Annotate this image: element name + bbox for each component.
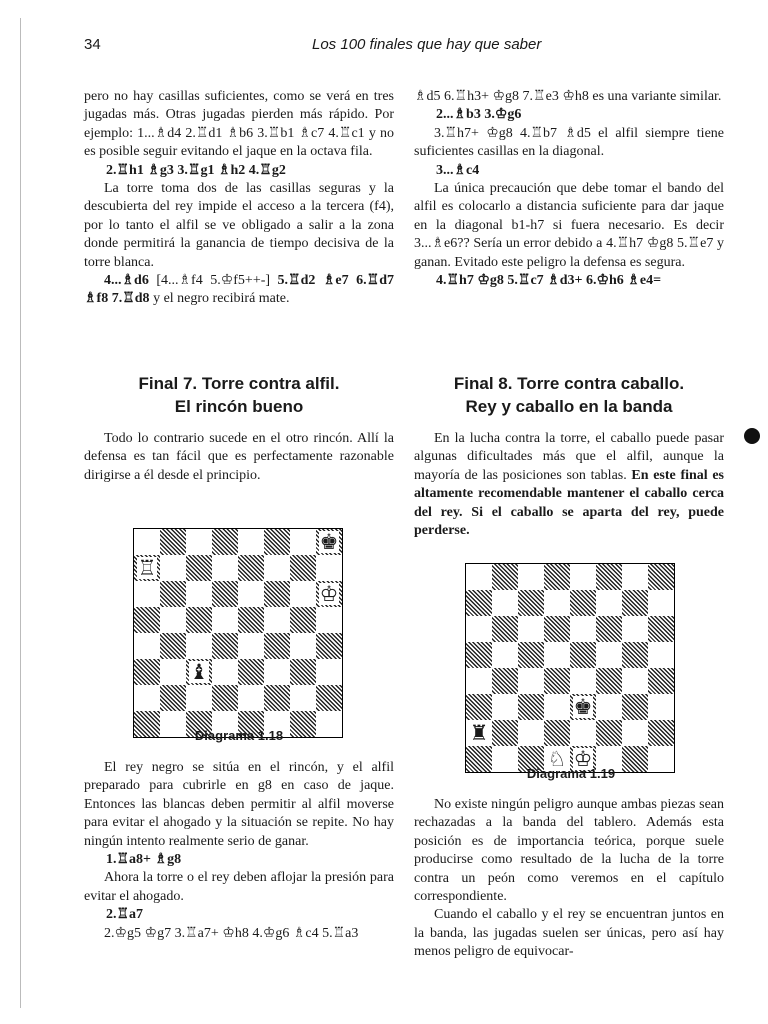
dark-square xyxy=(544,668,570,694)
white-knight-glyph: ♘ xyxy=(547,747,567,771)
dark-square xyxy=(622,590,648,616)
light-square xyxy=(570,720,596,746)
light-square xyxy=(622,720,648,746)
light-square xyxy=(648,694,674,720)
move-line: 2...♗b3 3.♔g6 xyxy=(436,107,522,123)
dark-square xyxy=(238,607,264,633)
dark-square xyxy=(596,564,622,590)
dark-square xyxy=(186,555,212,581)
book-title: Los 100 finales que hay que saber xyxy=(312,36,542,53)
white-king-glyph: ♔ xyxy=(573,747,593,771)
paragraph: Todo lo contrario sucede en el otro rincón. Allí la defensa es tan fácil que es perfectamente razonable dirigirse a él desde el principio. xyxy=(84,431,394,483)
paragraph: El rey negro se sitúa en el rincón, y el alfil preparado para cubrirle en g8 en caso de jaque. Entonces las blancas deben permitir al alfil moverse para evitar el ahogado y la situación se repite. No hay ningún intento realmente serio de ganar. xyxy=(84,760,394,849)
dark-square xyxy=(212,633,238,659)
light-square xyxy=(622,564,648,590)
light-square xyxy=(264,607,290,633)
dark-square xyxy=(466,694,492,720)
light-square xyxy=(160,555,186,581)
margin-bullet xyxy=(744,428,760,444)
light-square xyxy=(264,555,290,581)
left-top-text xyxy=(84,88,394,309)
black-rook-piece xyxy=(466,720,492,746)
dark-square xyxy=(160,581,186,607)
dark-square xyxy=(290,607,316,633)
dark-square xyxy=(518,590,544,616)
light-square xyxy=(466,564,492,590)
light-square xyxy=(316,659,342,685)
light-square xyxy=(466,616,492,642)
black-king-piece xyxy=(316,529,342,555)
light-square xyxy=(134,581,160,607)
paragraph: Cuando el caballo y el rey se encuentran juntos en la banda, las jugadas suelen ser únicas, pero así hay menos peligro de equivocar- xyxy=(414,907,724,960)
final7-subtitle: El rincón bueno xyxy=(174,397,304,416)
dark-square xyxy=(648,564,674,590)
light-square xyxy=(186,529,212,555)
light-square xyxy=(518,668,544,694)
dark-square xyxy=(186,607,212,633)
right-top-text xyxy=(414,88,724,290)
variation: [4...♗f4 5.♔f5++-] xyxy=(148,273,278,289)
paragraph: ♗d5 6.♖h3+ ♔g8 7.♖e3 ♔h8 es una variante similar. xyxy=(414,89,722,104)
dark-square xyxy=(544,720,570,746)
final7-after-text xyxy=(84,759,394,943)
final7-intro xyxy=(84,430,394,485)
final8-title: Final 8. Torre contra caballo. xyxy=(453,374,685,393)
paragraph: Ahora la torre o el rey deben aflojar la presión para evitar el ahogado. xyxy=(84,870,394,904)
scan-edge xyxy=(20,18,21,1008)
dark-square xyxy=(134,659,160,685)
final8-subtitle: Rey y caballo en la banda xyxy=(465,397,673,416)
dark-square xyxy=(544,616,570,642)
intro-text: En la lucha contra la torre, el caballo puede pasar algunas dificultades más que el alfil, aunque la mayoría de las posiciones son tablas. xyxy=(414,431,724,483)
light-square xyxy=(596,694,622,720)
paragraph: 3.♖h7+ ♔g8 4.♖b7 ♗d5 el alfil siempre tiene suficientes casillas en la diagonal. xyxy=(414,125,724,160)
dark-square xyxy=(518,694,544,720)
dark-square xyxy=(290,659,316,685)
black-king-glyph: ♚ xyxy=(319,530,339,554)
move-line: 2.♖a7 xyxy=(106,907,144,923)
move-line: 1.♖a8+ ♗g8 xyxy=(106,852,182,868)
light-square xyxy=(648,642,674,668)
dark-square xyxy=(492,616,518,642)
dark-square xyxy=(316,685,342,711)
light-square xyxy=(492,642,518,668)
move-line: 4.♖h7 ♔g8 5.♖c7 ♗d3+ 6.♔h6 ♗e4= xyxy=(436,273,662,289)
paragraph: pero no hay casillas suficientes, como se verá en tres jugadas más. Otras jugadas pierden más rápido. Por ejemplo: 1...♗d4 2.♖d1 ♗b6 3.♖b1 ♗c7 4.♖c1 y no es posible seguir evitando el jaque en la octava fila. xyxy=(84,89,394,160)
dark-square xyxy=(290,555,316,581)
dark-square xyxy=(134,607,160,633)
light-square xyxy=(264,659,290,685)
light-square xyxy=(134,633,160,659)
paragraph: No existe ningún peligro aunque ambas piezas sean rechazadas a la banda del tablero. Además esta posición es de importancia teórica, porque suele producirse como resultado de la lucha de la torre contra un peón como veremos en el capítulo correspondiente. xyxy=(414,797,724,905)
black-bishop-glyph: ♝ xyxy=(189,660,209,684)
move-line xyxy=(84,272,394,309)
light-square xyxy=(290,633,316,659)
light-square xyxy=(622,668,648,694)
light-square xyxy=(518,720,544,746)
paragraph: 2.♔g5 ♔g7 3.♖a7+ ♔h8 4.♔g6 ♗c4 5.♖a3 xyxy=(104,925,359,941)
black-king-piece xyxy=(570,694,596,720)
chessboard-1-18 xyxy=(133,528,343,738)
light-square xyxy=(212,607,238,633)
light-square xyxy=(622,616,648,642)
dark-square xyxy=(570,590,596,616)
dark-square xyxy=(622,642,648,668)
black-bishop-piece xyxy=(186,659,212,685)
light-square xyxy=(134,685,160,711)
light-square xyxy=(212,555,238,581)
move-bold: 5.♖d2 ♗e7 6.♖d7 ♗f8 7.♖d8 xyxy=(84,273,394,307)
move-line: 2.♖h1 ♗g3 3.♖g1 ♗h2 4.♖g2 xyxy=(106,162,286,178)
light-square xyxy=(544,642,570,668)
light-square xyxy=(290,685,316,711)
light-square xyxy=(134,529,160,555)
light-square xyxy=(186,633,212,659)
light-square xyxy=(316,555,342,581)
dark-square xyxy=(264,633,290,659)
dark-square xyxy=(238,659,264,685)
dark-square xyxy=(492,720,518,746)
dark-square xyxy=(544,564,570,590)
final7-heading xyxy=(84,372,394,418)
white-king-piece xyxy=(316,581,342,607)
light-square xyxy=(596,590,622,616)
dark-square xyxy=(212,581,238,607)
dark-square xyxy=(264,529,290,555)
move-line: 3...♗c4 xyxy=(436,162,480,178)
final8-after-text xyxy=(414,796,724,962)
light-square xyxy=(518,564,544,590)
light-square xyxy=(492,694,518,720)
final8-heading xyxy=(414,372,724,418)
light-square xyxy=(316,607,342,633)
paragraph xyxy=(414,430,724,540)
light-square xyxy=(544,590,570,616)
light-square xyxy=(492,590,518,616)
light-square xyxy=(570,616,596,642)
light-square xyxy=(570,668,596,694)
dark-square xyxy=(648,616,674,642)
dark-square xyxy=(160,633,186,659)
intro-bold: En este final es altamente recomendable mantener el caballo cerca del rey. Si el caballo se aparta del rey, puede perderse. xyxy=(414,467,725,539)
light-square xyxy=(290,529,316,555)
white-rook-glyph: ♖ xyxy=(137,556,157,580)
dark-square xyxy=(492,668,518,694)
dark-square xyxy=(316,633,342,659)
light-square xyxy=(238,529,264,555)
dark-square xyxy=(648,668,674,694)
light-square xyxy=(570,564,596,590)
page-number: 34 xyxy=(84,36,101,53)
dark-square xyxy=(264,685,290,711)
dark-square xyxy=(518,642,544,668)
dark-square xyxy=(596,668,622,694)
dark-square xyxy=(492,564,518,590)
dark-square xyxy=(466,642,492,668)
dark-square xyxy=(596,616,622,642)
light-square xyxy=(238,685,264,711)
light-square xyxy=(596,642,622,668)
light-square xyxy=(648,590,674,616)
dark-square xyxy=(466,590,492,616)
light-square xyxy=(160,659,186,685)
dark-square xyxy=(570,642,596,668)
dark-square xyxy=(238,555,264,581)
white-rook-piece xyxy=(134,555,160,581)
light-square xyxy=(238,633,264,659)
light-square xyxy=(186,685,212,711)
dark-square xyxy=(160,529,186,555)
move-comment: y el negro recibirá mate. xyxy=(149,291,290,307)
diagram-caption: Diagrama 1.18 xyxy=(194,728,284,743)
light-square xyxy=(290,581,316,607)
move-bold: 4...♗d6 xyxy=(104,273,149,289)
light-square xyxy=(466,668,492,694)
final7-title: Final 7. Torre contra alfil. xyxy=(138,374,340,393)
paragraph: La torre toma dos de las casillas seguras y la descubierta del rey impide el acceso a la tercera (f4), por lo tanto el alfil se ve obligado a salir a la zona donde permitirá la ganancia de tiempo decisiva de la torre blanca. xyxy=(84,181,394,270)
light-square xyxy=(186,581,212,607)
final8-intro xyxy=(414,430,724,540)
light-square xyxy=(518,616,544,642)
light-square xyxy=(544,694,570,720)
dark-square xyxy=(212,529,238,555)
black-king-glyph: ♚ xyxy=(573,695,593,719)
dark-square xyxy=(648,720,674,746)
dark-square xyxy=(622,694,648,720)
dark-square xyxy=(596,720,622,746)
light-square xyxy=(238,581,264,607)
light-square xyxy=(160,607,186,633)
dark-square xyxy=(212,685,238,711)
diagram-caption: Diagrama 1.19 xyxy=(526,766,616,781)
dark-square xyxy=(160,685,186,711)
black-rook-glyph: ♜ xyxy=(469,721,489,745)
chessboard-1-19 xyxy=(465,563,675,773)
white-king-glyph: ♔ xyxy=(319,582,339,606)
paragraph: La única precaución que debe tomar el bando del alfil es colocarlo a distancia suficiente para dar jaque en la diagonal b1-h7 si fuera necesario. Es decir 3...♗e6?? Sería un error debido a 4.♖h7 ♔g8 5.♖e7 y ganan. Evitado este peligro la defensa es segura. xyxy=(414,181,724,270)
dark-square xyxy=(264,581,290,607)
light-square xyxy=(212,659,238,685)
